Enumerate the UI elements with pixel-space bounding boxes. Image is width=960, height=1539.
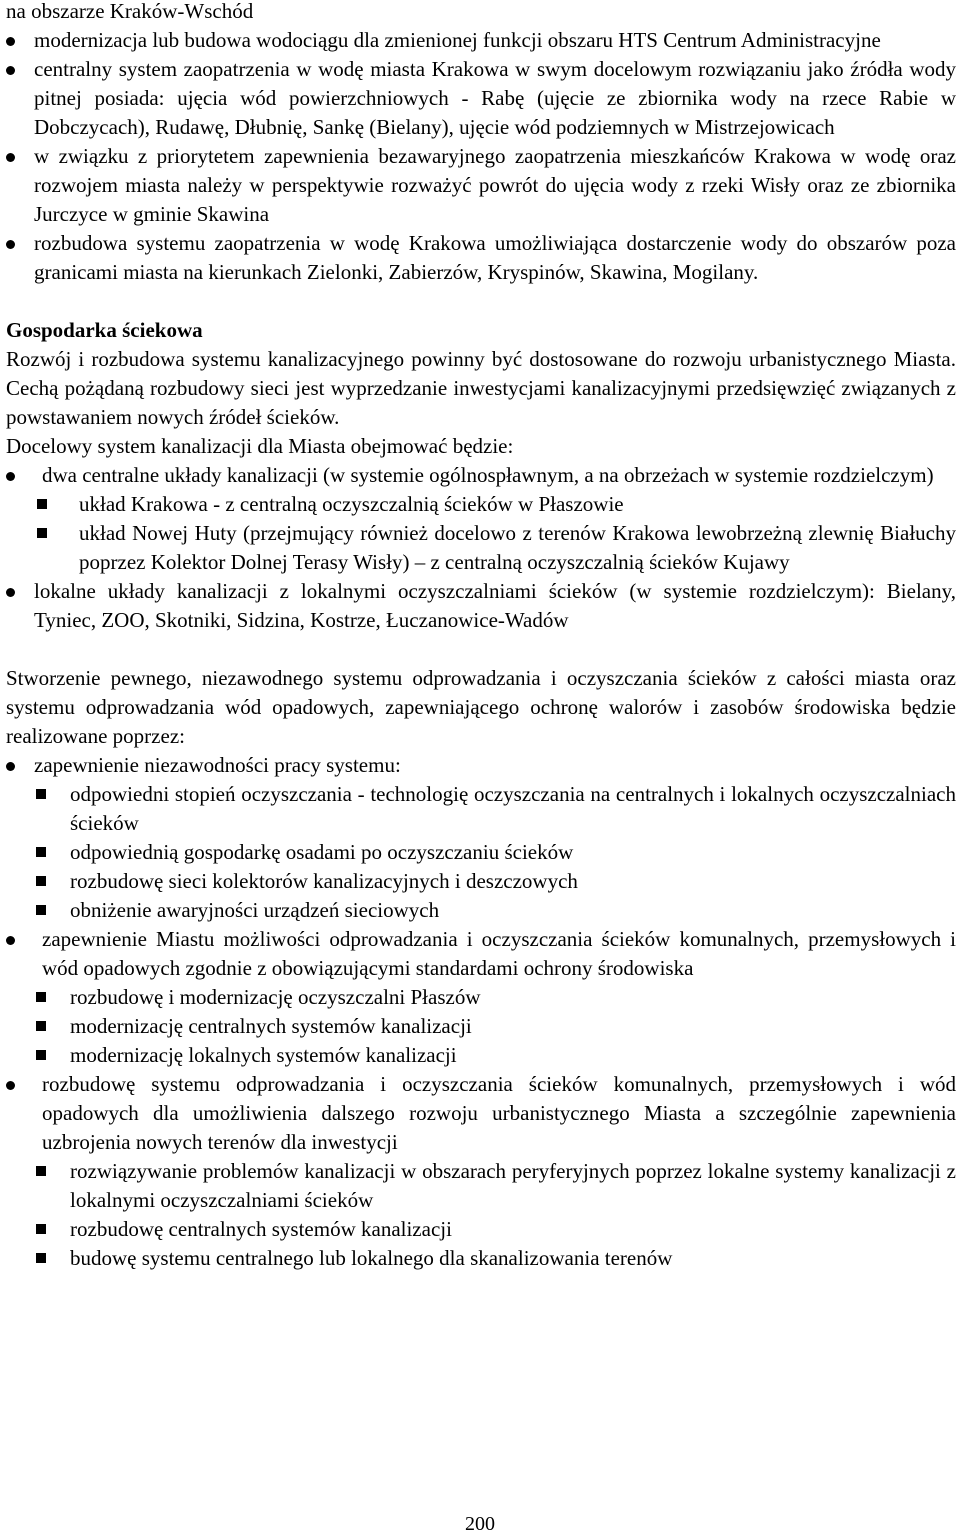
list-item: rozbudowę systemu odprowadzania i oczyszczania ścieków komunalnych, przemysłowych i wód opadowych dla umożliwienia dalszego rozwoju urbanistycznego Miasta a szczególnie zapewnienia uzbrojenia nowych terenów dla inwestycji bbox=[6, 1070, 956, 1157]
sub-list-item: budowę systemu centralnego lub lokalnego dla skanalizowania terenów bbox=[6, 1244, 956, 1273]
intro-line: na obszarze Kraków-Wschód bbox=[6, 0, 254, 23]
list-item: modernizacja lub budowa wodociągu dla zmienionej funkcji obszaru HTS Centrum Administracyjne bbox=[6, 26, 956, 55]
list-item: zapewnienie niezawodności pracy systemu: bbox=[6, 751, 956, 780]
list-item: dwa centralne układy kanalizacji (w systemie ogólnospławnym, a na obrzeżach w systemie rozdzielczym) bbox=[6, 461, 956, 490]
sub-list-item: układ Krakowa - z centralną oczyszczalnią ścieków w Płaszowie bbox=[6, 490, 956, 519]
paragraph: Rozwój i rozbudowa systemu kanalizacyjnego powinny być dostosowane do rozwoju urbanistycznego Miasta. Cechą pożądaną rozbudowy sieci jest wyprzedzanie inwestycjami kanalizacyjnymi przedsięwzięć związanych z powstawaniem nowych źródeł ścieków. bbox=[6, 347, 956, 429]
sub-list-item: odpowiednią gospodarkę osadami po oczyszczaniu ścieków bbox=[6, 838, 956, 867]
spacer bbox=[6, 635, 956, 664]
sub-list-item: rozbudowę i modernizację oczyszczalni Płaszów bbox=[6, 983, 956, 1012]
document-page bbox=[6, 0, 956, 1273]
sub-list-item: rozbudowę centralnych systemów kanalizacji bbox=[6, 1215, 956, 1244]
list-item: zapewnienie Miastu możliwości odprowadzania i oczyszczania ścieków komunalnych, przemysłowych i wód opadowych zgodnie z obowiązującymi standardami ochrony środowiska bbox=[6, 925, 956, 983]
sub-list-item: układ Nowej Huty (przejmujący również docelowo z terenów Krakowa lewobrzeżną zlewnię Białuchy poprzez Kolektor Dolnej Terasy Wisły) – z centralną oczyszczalnią ścieków Kujawy bbox=[6, 519, 956, 577]
paragraph: Stworzenie pewnego, niezawodnego systemu odprowadzania i oczyszczania ścieków z całości miasta oraz systemu odprowadzania wód opadowych, zapewniającego ochronę walorów i zasobów środowiska będzie realizowane poprzez: bbox=[6, 666, 956, 748]
list-item: centralny system zaopatrzenia w wodę miasta Krakowa w swym docelowym rozwiązaniu jako źródła wody pitnej posiada: ujęcia wód powierzchniowych - Rabę (ujęcie ze zbiornika wody na rzece Rabie w Dobczycach), Rudawę, Dłubnię, Sankę (Bielany), ujęcie wód podziemnych w Mistrzejowicach bbox=[6, 55, 956, 142]
paragraph: Docelowy system kanalizacji dla Miasta obejmować będzie: bbox=[6, 434, 514, 458]
sub-list-item: modernizację lokalnych systemów kanalizacji bbox=[6, 1041, 956, 1070]
page-number: 200 bbox=[465, 1513, 495, 1535]
sub-list-item: modernizację centralnych systemów kanalizacji bbox=[6, 1012, 956, 1041]
section-heading: Gospodarka ściekowa bbox=[6, 318, 203, 342]
list-item: w związku z priorytetem zapewnienia bezawaryjnego zaopatrzenia mieszkańców Krakowa w wodę oraz rozwojem miasta należy w perspektywie rozważyć powrót do ujęcia wody z rzeki Wisły oraz ze zbiornika Jurczyce w gminie Skawina bbox=[6, 142, 956, 229]
spacer bbox=[6, 287, 956, 316]
list-item: lokalne układy kanalizacji z lokalnymi oczyszczalniami ścieków (w systemie rozdzielczym): Bielany, Tyniec, ZOO, Skotniki, Sidzina, Kostrze, Łuczanowice-Wadów bbox=[6, 577, 956, 635]
sub-list-item: rozbudowę sieci kolektorów kanalizacyjnych i deszczowych bbox=[6, 867, 956, 896]
sub-list-item: obniżenie awaryjności urządzeń sieciowych bbox=[6, 896, 956, 925]
list-item: rozbudowa systemu zaopatrzenia w wodę Krakowa umożliwiająca dostarczenie wody do obszarów poza granicami miasta na kierunkach Zielonki, Zabierzów, Kryspinów, Skawina, Mogilany. bbox=[6, 229, 956, 287]
sub-list-item: rozwiązywanie problemów kanalizacji w obszarach peryferyjnych poprzez lokalne systemy kanalizacji z lokalnymi oczyszczalniami ścieków bbox=[6, 1157, 956, 1215]
sub-list-item: odpowiedni stopień oczyszczania - technologię oczyszczania na centralnych i lokalnych oczyszczalniach ścieków bbox=[6, 780, 956, 838]
